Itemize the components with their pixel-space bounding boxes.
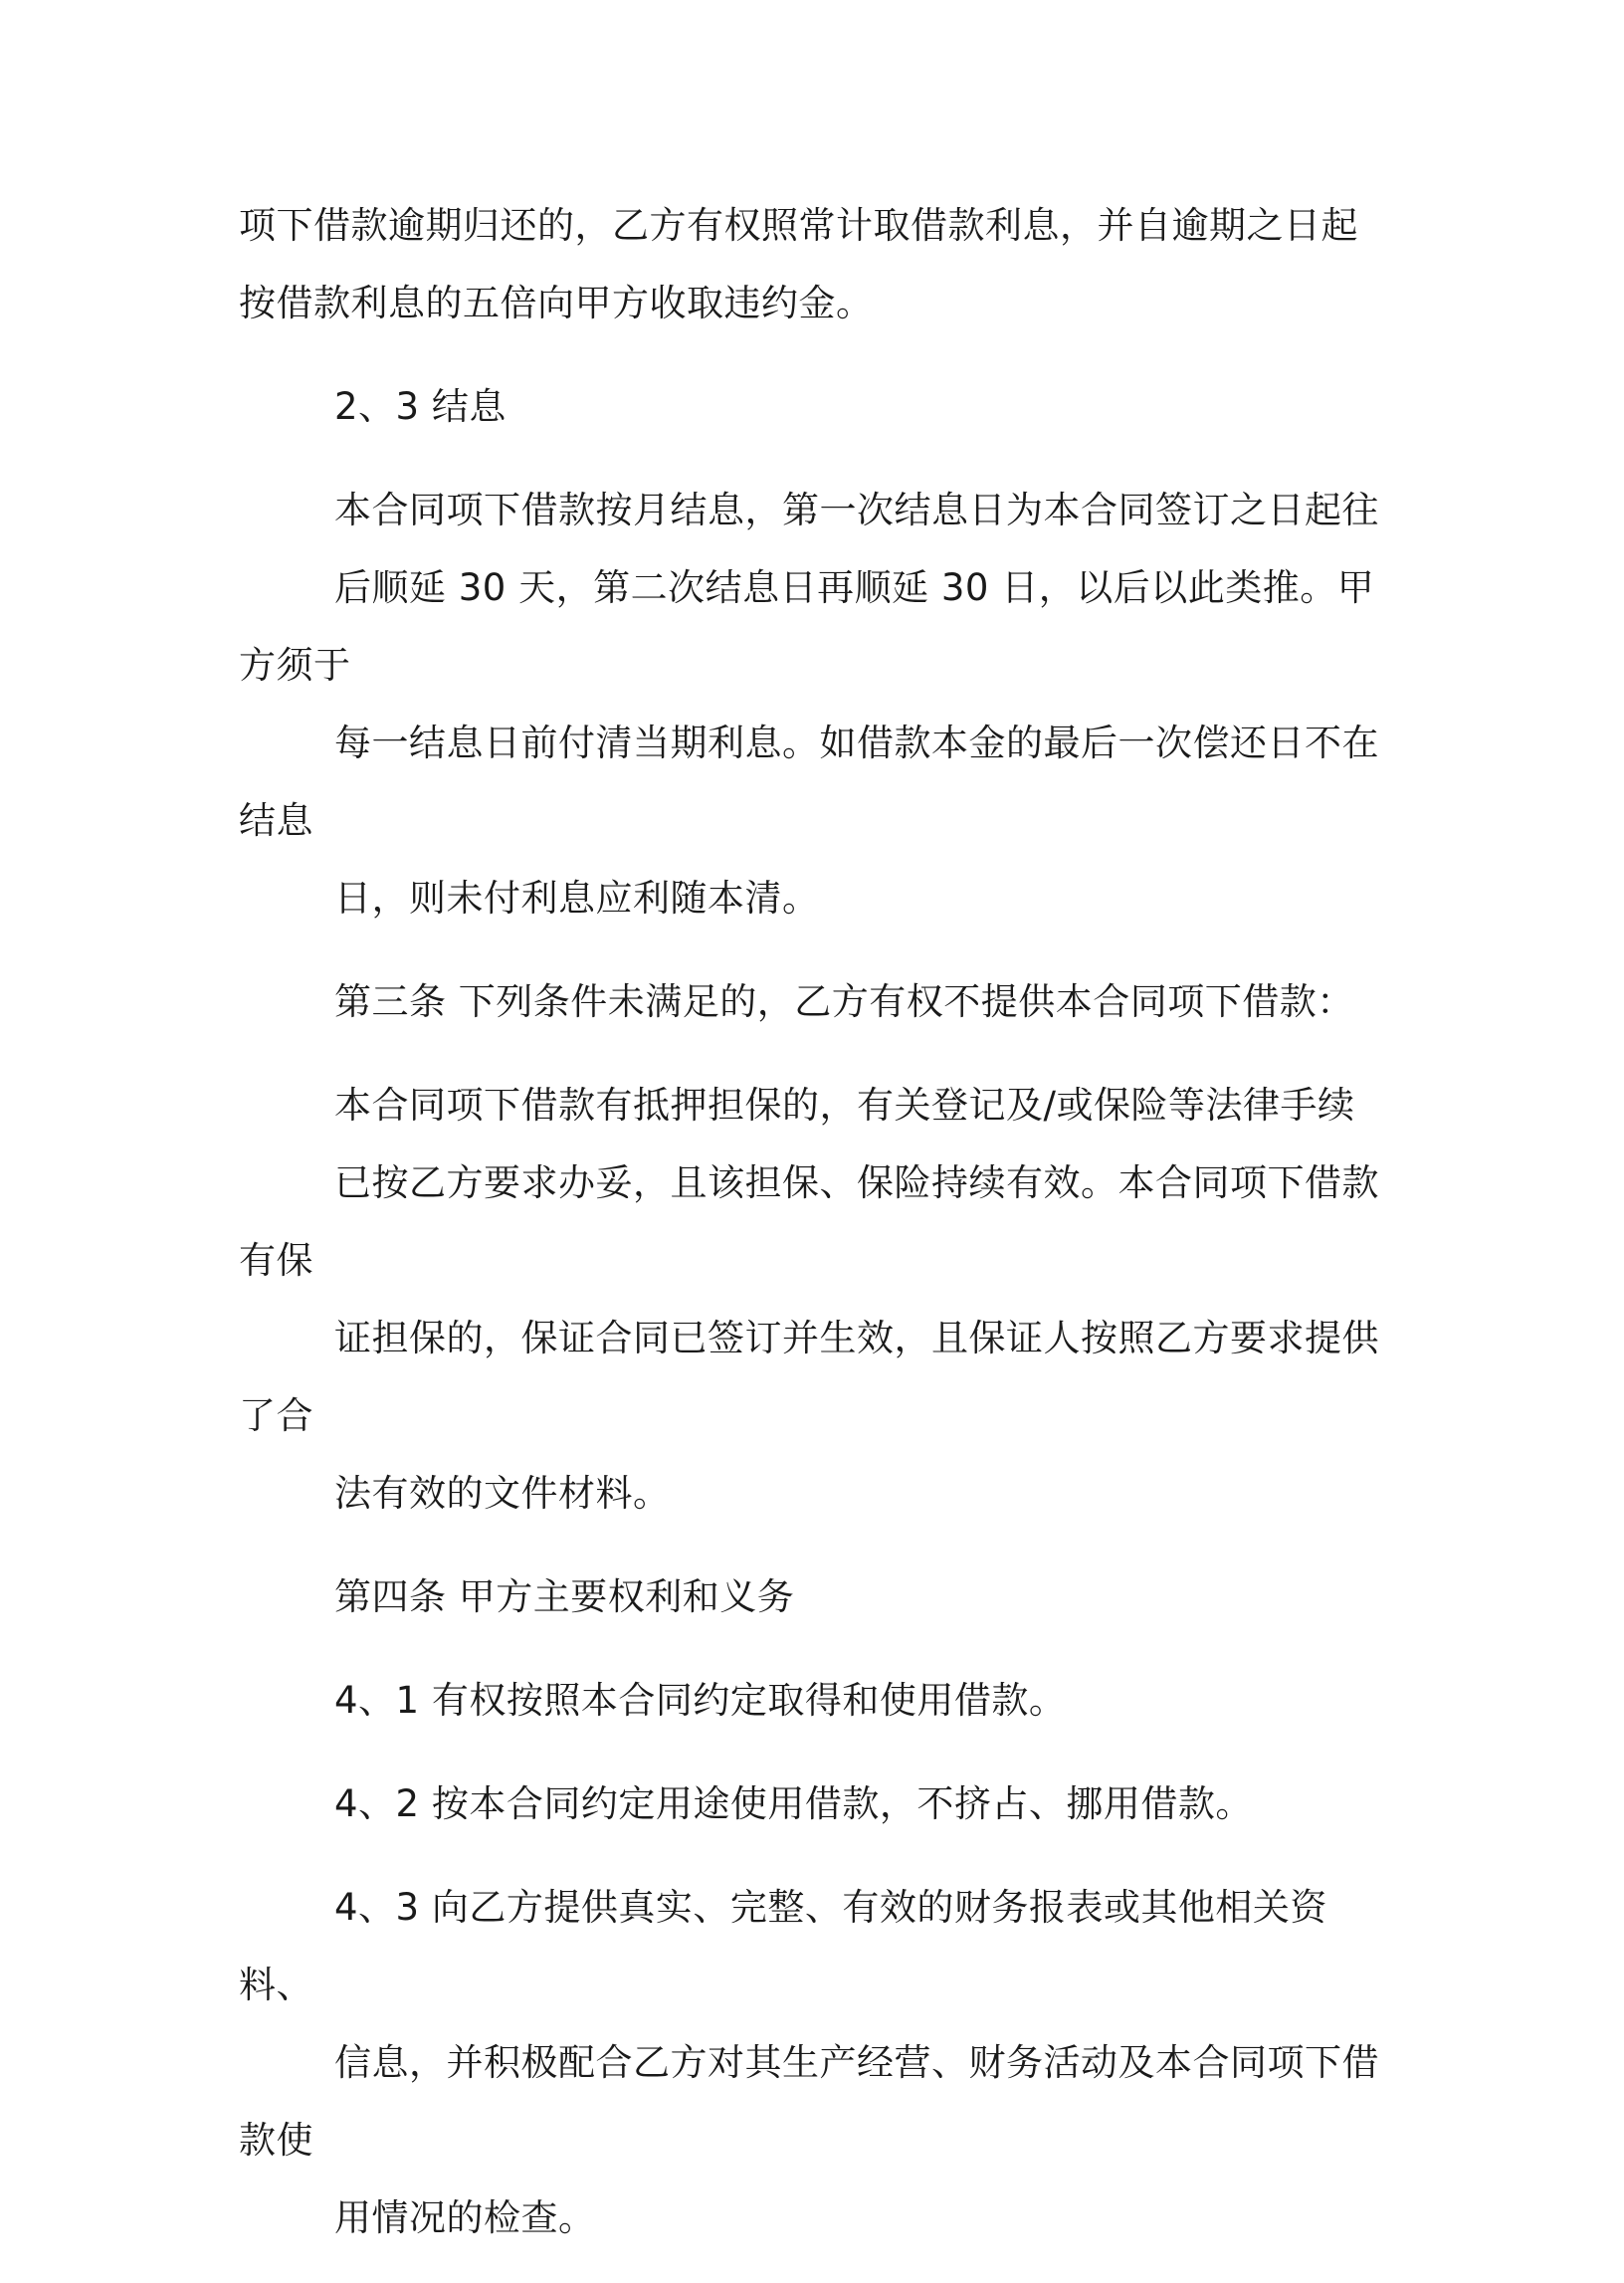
text-line: 信息，并积极配合乙方对其生产经营、财务活动及本合同项下借款使 xyxy=(239,2041,1379,2162)
text-line: 4、2 按本合同约定用途使用借款，不挤占、挪用借款。 xyxy=(334,1782,1253,1825)
text-line: 4、3 向乙方提供真实、完整、有效的财务报表或其他相关资料、 xyxy=(239,1886,1327,2006)
text-line: 法有效的文件材料。 xyxy=(334,1472,671,1515)
section-heading-interest-settlement xyxy=(239,368,1383,446)
clause-4-3 xyxy=(239,1869,1383,2257)
text-line: 本合同项下借款按月结息，第一次结息日为本合同签订之日起往 xyxy=(334,489,1379,531)
clause-4-2 xyxy=(239,1765,1383,1843)
clause-4-1 xyxy=(239,1662,1383,1740)
text-line: 证担保的，保证合同已签订并生效，且保证人按照乙方要求提供了合 xyxy=(239,1317,1379,1437)
text-line: 日，则未付利息应利随本清。 xyxy=(334,877,820,920)
text-line: 后顺延 30 天，第二次结息日再顺延 30 日，以后以此类推。甲方须于 xyxy=(239,566,1375,687)
text-line: 本合同项下借款有抵押担保的，有关登记及/或保险等法律手续 xyxy=(334,1084,1355,1127)
text-line: 按借款利息的五倍向甲方收取违约金。 xyxy=(239,282,874,324)
paragraph-interest-settlement xyxy=(239,472,1383,937)
article-four-heading xyxy=(239,1558,1383,1636)
text-line: 4、1 有权按照本合同约定取得和使用借款。 xyxy=(334,1679,1067,1722)
text-line: 第三条 下列条件未满足的，乙方有权不提供本合同项下借款： xyxy=(334,980,1354,1023)
text-line: 用情况的检查。 xyxy=(334,2196,596,2239)
text-line: 2、3 结息 xyxy=(334,385,507,428)
text-line: 每一结息日前付清当期利息。如借款本金的最后一次偿还日不在结息 xyxy=(239,722,1379,842)
document-body xyxy=(239,187,1383,2283)
text-line: 第四条 甲方主要权利和义务 xyxy=(334,1575,795,1618)
article-three-heading xyxy=(239,963,1383,1041)
text-line: 项下借款逾期归还的，乙方有权照常计取借款利息，并自逾期之日起 xyxy=(239,204,1358,247)
text-line: 已按乙方要求办妥，且该担保、保险持续有效。本合同项下借款有保 xyxy=(239,1161,1379,1282)
paragraph-guarantee-conditions xyxy=(239,1067,1383,1533)
paragraph-overdue-penalty xyxy=(239,187,1383,342)
